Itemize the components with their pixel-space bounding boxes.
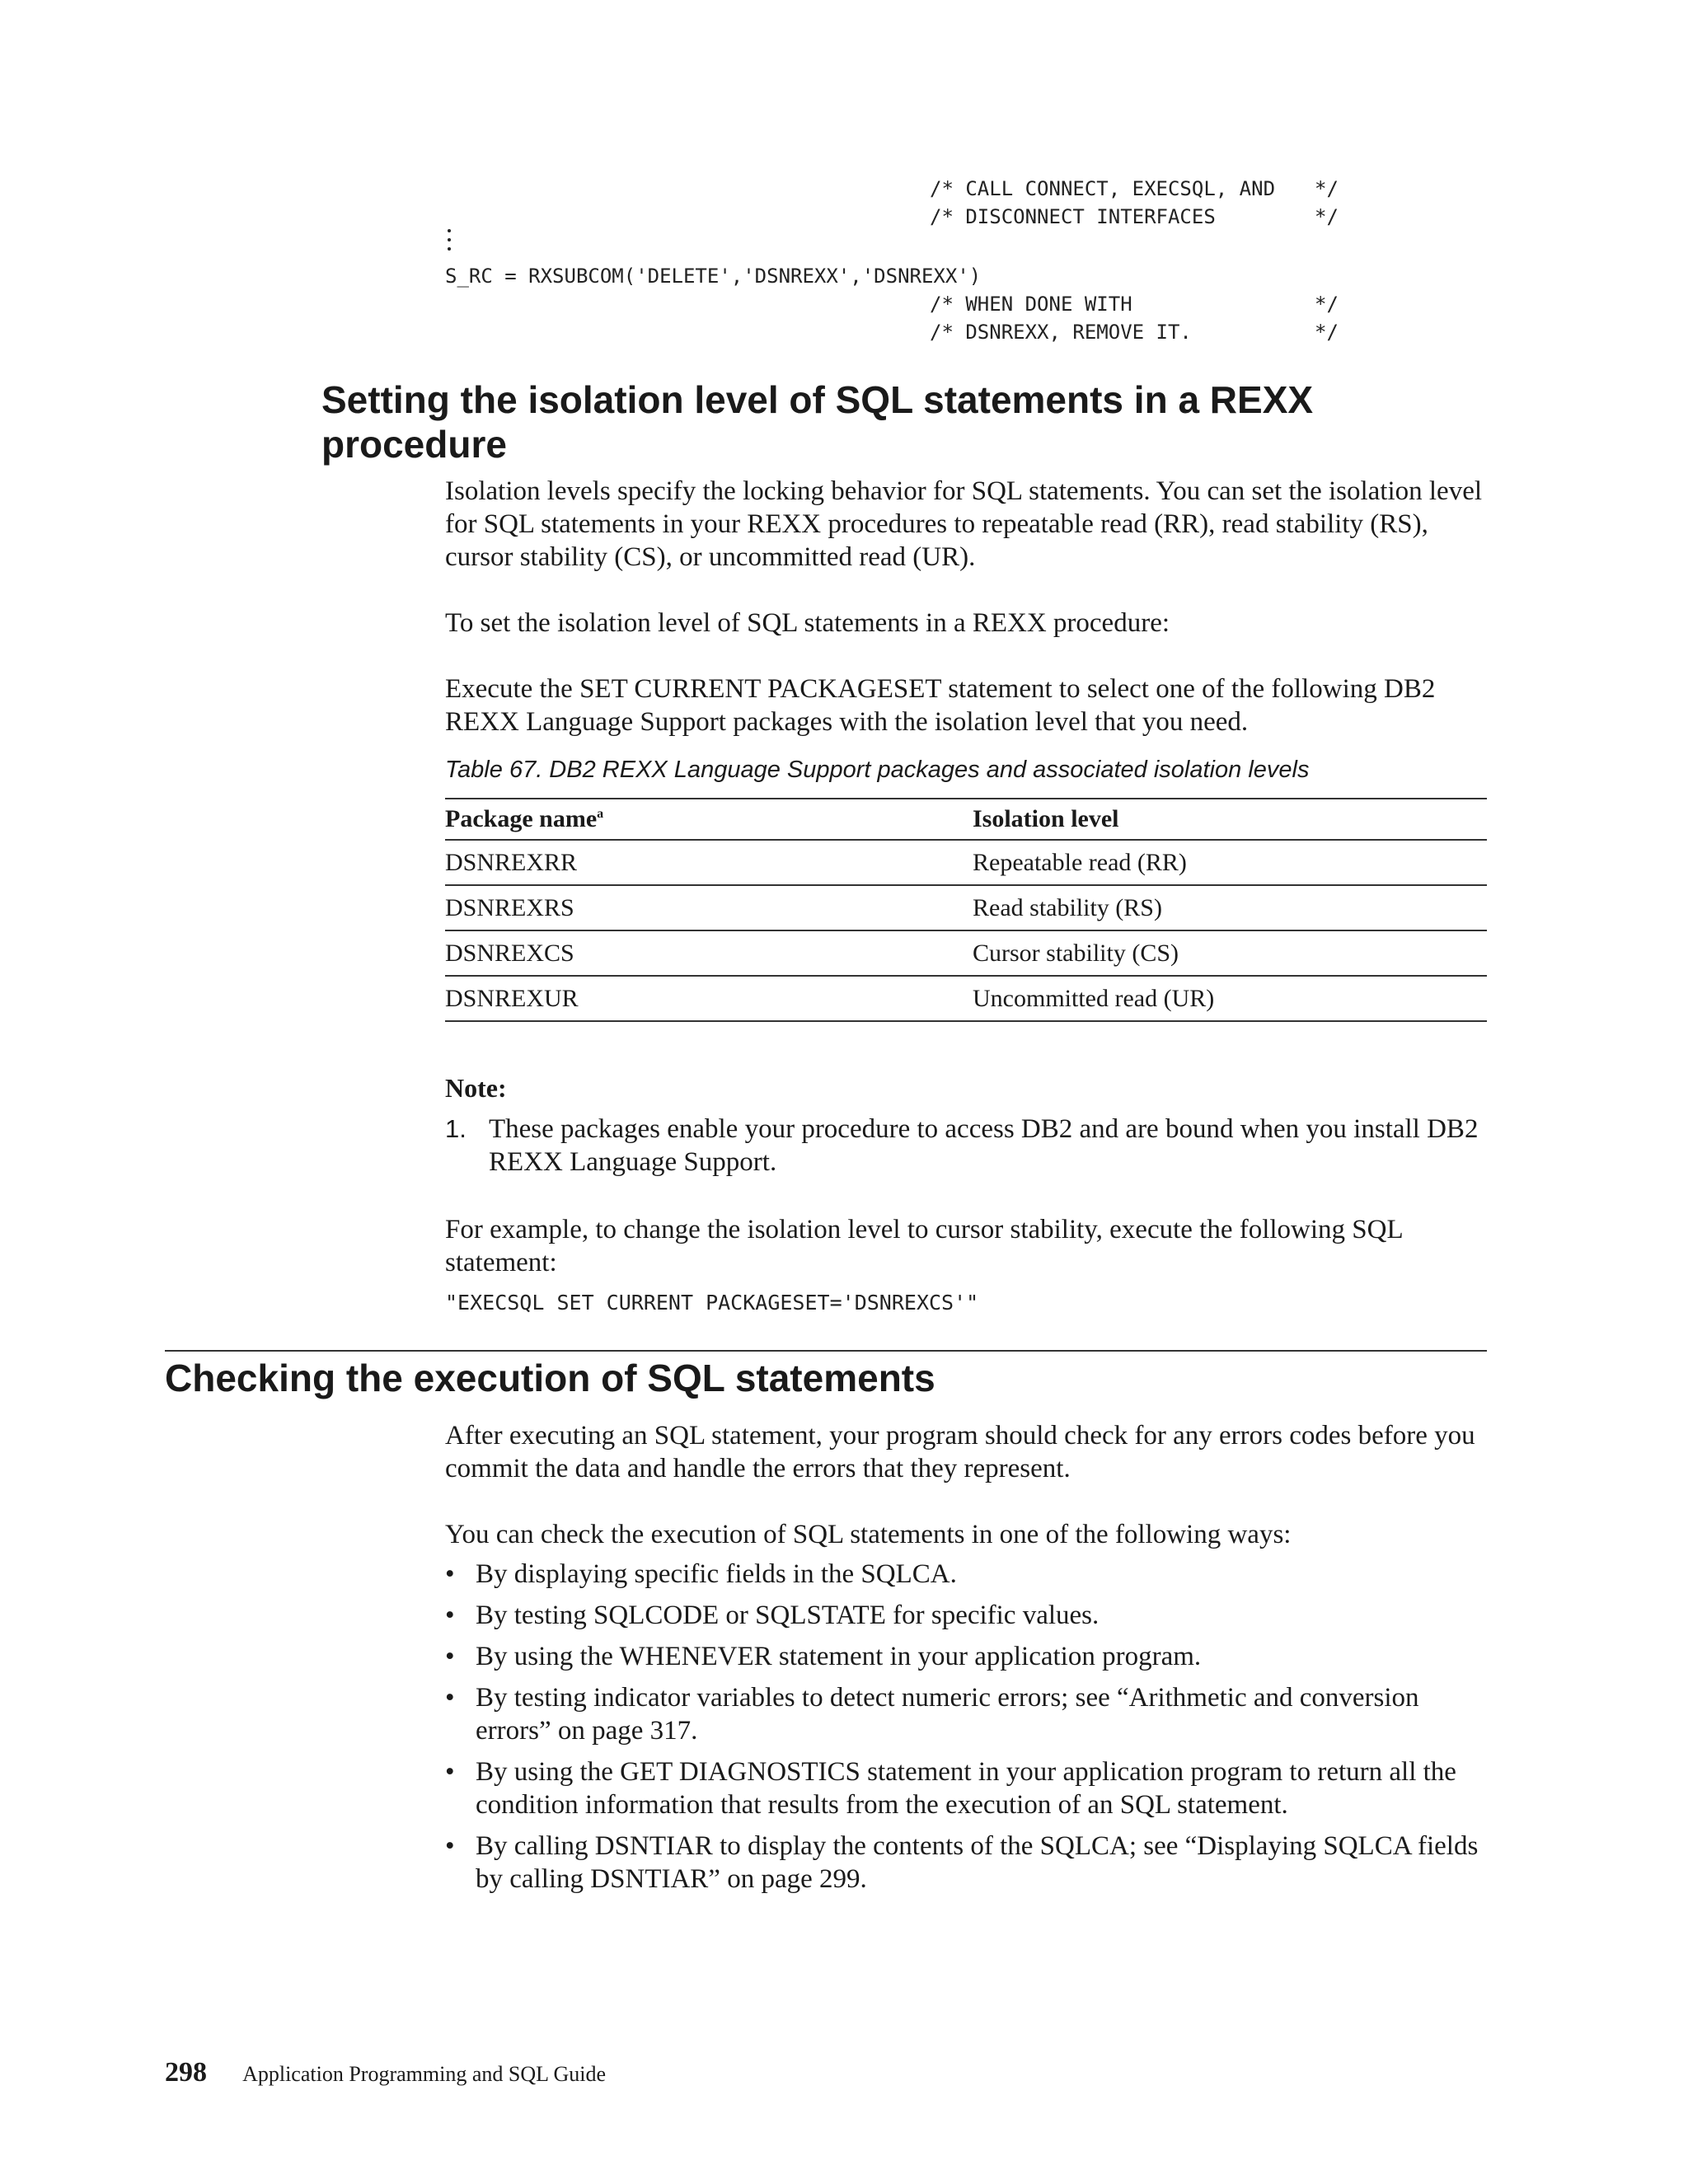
code-comment-end: */ (1315, 293, 1339, 316)
code-comment-end: */ (1315, 321, 1339, 344)
paragraph: Execute the SET CURRENT PACKAGESET statement to select one of the following DB2 REXX Language Support packages with the isolation level that you need. (445, 674, 1436, 737)
list-item (445, 1681, 1492, 1747)
table-row (445, 885, 1487, 930)
header-text: Package name (445, 805, 598, 832)
list-item-text: By using the GET DIAGNOSTICS statement in your application program to return all the condition information that results from the execution of an SQL statement. (476, 1757, 1456, 1820)
list-item (445, 1558, 1492, 1591)
list-item (445, 1640, 1492, 1673)
code-comment: /* WHEN DONE WITH (930, 293, 1132, 316)
paragraph: After executing an SQL statement, your program should check for any errors codes before you commit the data and handle the errors that they represent. (445, 1421, 1475, 1483)
code-comment: /* DSNREXX, REMOVE IT. (930, 321, 1192, 344)
column-header-isolation: Isolation level (973, 799, 1487, 840)
footnote-marker: a (597, 807, 604, 821)
code-comment-end: */ (1315, 205, 1339, 228)
note-list (445, 1113, 1492, 1179)
bullet-icon: • (445, 1601, 455, 1630)
example-code: "EXECSQL SET CURRENT PACKAGESET='DSNREXCS'" (445, 1291, 979, 1315)
list-item-text: By displaying specific fields in the SQLCA. (476, 1559, 957, 1589)
bullet-icon: • (445, 1683, 455, 1713)
cell-package: DSNREXRS (445, 885, 973, 930)
cell-package: DSNREXRR (445, 840, 973, 885)
bullet-icon: • (445, 1831, 455, 1861)
heading-line: Setting the isolation level of SQL statements in a REXX (321, 378, 1314, 421)
section-heading-isolation (321, 377, 1475, 466)
list-item-text: By testing SQLCODE or SQLSTATE for specific values. (476, 1601, 1100, 1630)
code-comment: /* CALL CONNECT, EXECSQL, AND (930, 177, 1276, 200)
bullet-icon: • (445, 1642, 455, 1671)
cell-isolation: Read stability (RS) (973, 885, 1487, 930)
column-header-package (445, 799, 973, 840)
table-caption: Table 67. DB2 REXX Language Support packages and associated isolation levels (445, 757, 1310, 783)
list-item-text: By testing indicator variables to detect numeric errors; see “Arithmetic and conversion errors” on page 317. (476, 1683, 1419, 1746)
list-item-text: By calling DSNTIAR to display the contents of the SQLCA; see “Displaying SQLCA fields by calling DSNTIAR” on page 299. (476, 1831, 1479, 1894)
paragraph: For example, to change the isolation level to cursor stability, execute the following SQL statement: (445, 1215, 1403, 1277)
list-item-text: By using the WHENEVER statement in your application program. (476, 1642, 1202, 1671)
bullet-icon: • (445, 1559, 455, 1589)
code-statement: S_RC = RXSUBCOM('DELETE','DSNREXX','DSNREXX') (445, 265, 982, 288)
page-number: 298 (165, 2057, 207, 2088)
section-divider (165, 1350, 1487, 1352)
book-title: Application Programming and SQL Guide (242, 2062, 607, 2086)
heading-line: procedure (321, 423, 507, 466)
table-row (445, 976, 1487, 1021)
section-heading-checking: Checking the execution of SQL statements (165, 1357, 935, 1399)
note-number: 1. (445, 1114, 467, 1143)
note-text: These packages enable your procedure to access DB2 and are bound when you install DB2 REXX Language Support. (489, 1114, 1479, 1177)
cell-package: DSNREXCS (445, 930, 973, 976)
code-comment: /* DISCONNECT INTERFACES (930, 205, 1216, 228)
page-footer (165, 2057, 606, 2088)
cell-isolation: Uncommitted read (UR) (973, 976, 1487, 1021)
code-comment-end: */ (1315, 177, 1339, 200)
packages-table (445, 798, 1487, 1022)
table-row (445, 840, 1487, 885)
cell-isolation: Cursor stability (CS) (973, 930, 1487, 976)
paragraph: You can check the execution of SQL statements in one of the following ways: (445, 1520, 1292, 1549)
paragraph: To set the isolation level of SQL statements in a REXX procedure: (445, 608, 1170, 638)
cell-package: DSNREXUR (445, 976, 973, 1021)
ways-list (445, 1558, 1492, 1904)
list-item (445, 1599, 1492, 1632)
list-item (445, 1755, 1492, 1821)
table-header-row (445, 799, 1487, 840)
note-label: Note: (445, 1073, 507, 1103)
bullet-icon: • (445, 1757, 455, 1787)
vertical-ellipsis-icon (445, 229, 453, 256)
paragraph: Isolation levels specify the locking behavior for SQL statements. You can set the isolation level for SQL statements in your REXX procedures to repeatable read (RR), read stability (RS), cursor stability (CS), or uncommitted read (UR). (445, 476, 1483, 572)
cell-isolation: Repeatable read (RR) (973, 840, 1487, 885)
table-row (445, 930, 1487, 976)
list-item (445, 1830, 1492, 1896)
